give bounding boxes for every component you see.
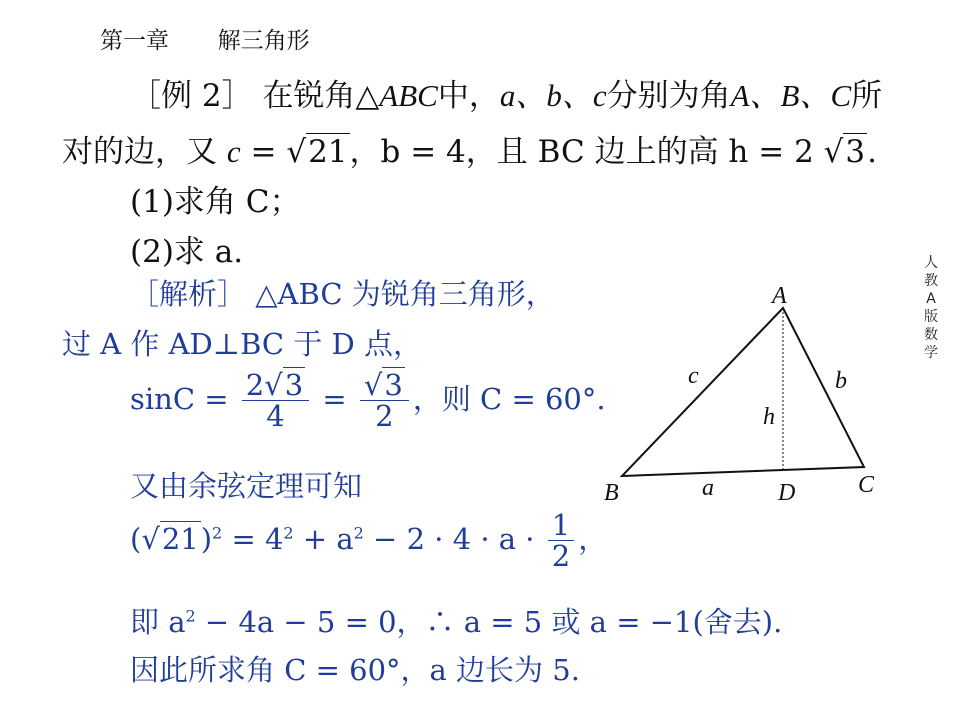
radicand: 21 [161, 521, 199, 556]
quadratic-rest: − 4a − 5 = 0，∴ a = 5 或 a = −1(舍去). [195, 605, 783, 639]
quadratic-start: 即 a [130, 605, 186, 639]
label-B: B [604, 480, 619, 506]
equals: = [240, 134, 287, 170]
frac-den: 2 [551, 539, 571, 574]
label-A: A [772, 283, 787, 309]
frac-num: 1 [548, 510, 574, 541]
radicand: 3 [384, 368, 403, 402]
publisher-char: 教 [924, 273, 938, 289]
paren: ( [130, 521, 142, 556]
publisher-char: 人 [924, 255, 938, 271]
var-c: c [226, 134, 241, 169]
solution-line-3: 又由余弦定理可知 [130, 469, 363, 503]
label-D: D [778, 480, 796, 506]
solution-line-2: 过 A 作 AD⊥BC 于 D 点， [62, 327, 423, 361]
radicand: 21 [308, 134, 348, 170]
equals: = [322, 381, 347, 416]
triangle-abc [622, 308, 864, 476]
period: . [867, 134, 878, 170]
question-1: (1)求角 C； [130, 184, 301, 220]
sin-lhs: sinC = [130, 381, 229, 416]
publisher-label [920, 254, 942, 362]
exponent: 2 [212, 523, 223, 543]
term: + a [293, 521, 354, 556]
sin-result: ，则 C = 60°. [412, 381, 606, 416]
solution-label: ［解析］ [130, 277, 247, 311]
label-height-h: h [763, 404, 775, 430]
publisher-char: 学 [924, 345, 938, 361]
problem-text: 所 [851, 78, 883, 114]
triangle-name: ABC [379, 78, 438, 113]
frac-num: 2 [245, 368, 265, 402]
label-side-b: b [835, 368, 847, 394]
exponent: 2 [185, 606, 196, 626]
problem-text: 在锐角△ [262, 78, 380, 114]
publisher-char: A [926, 291, 936, 307]
term: − 2 · 4 · a · [363, 521, 535, 556]
radicand: 3 [284, 368, 304, 402]
problem-text: 对的边，又 [62, 134, 217, 170]
solution-text: △ABC 为锐角三角形， [255, 277, 555, 311]
sqrt-21: √21 [286, 134, 348, 170]
radicand: 3 [845, 134, 866, 170]
question-2: (2)求 a. [130, 234, 244, 270]
label-C: C [858, 472, 875, 498]
exponent: 2 [353, 523, 364, 543]
problem-text: ，b = 4，且 BC 边上的高 h = 2 [349, 134, 814, 170]
publisher-char: 版 [924, 309, 938, 325]
problem-text: 分别为角 [606, 78, 731, 114]
fraction-2sqrt3-over-4: $\frac{2√3}{4}$ [242, 370, 309, 432]
comma: ， [578, 521, 608, 556]
problem-text: 中， [437, 78, 500, 114]
chapter-label: 第一章 [100, 28, 169, 54]
frac-den: 4 [266, 399, 285, 434]
paren: ) [200, 521, 213, 556]
exponent: 2 [283, 523, 294, 543]
cosine-law-equation: $(√21)^2 = 4^2 + a^2 - 2 \cdot 4 \cdot a$ · $\frac{1}{2}$ ， [130, 508, 608, 574]
publisher-char: 数 [924, 327, 938, 343]
sqrt-3: √3 [823, 134, 866, 170]
term: = 4 [222, 521, 284, 556]
side-vars: a、b、c [499, 78, 607, 113]
solution-line-5: 因此所求角 C = 60°，a 边长为 5. [130, 653, 580, 687]
frac-den: 2 [375, 399, 394, 434]
example-label: ［例 2］ [130, 78, 253, 114]
fraction-sqrt3-over-2: $\frac{√3}{2}$ [360, 370, 409, 432]
angle-vars: A、B、C [730, 78, 852, 113]
section-label: 解三角形 [217, 28, 310, 54]
label-side-c: c [688, 363, 699, 389]
label-side-a: a [702, 475, 714, 501]
